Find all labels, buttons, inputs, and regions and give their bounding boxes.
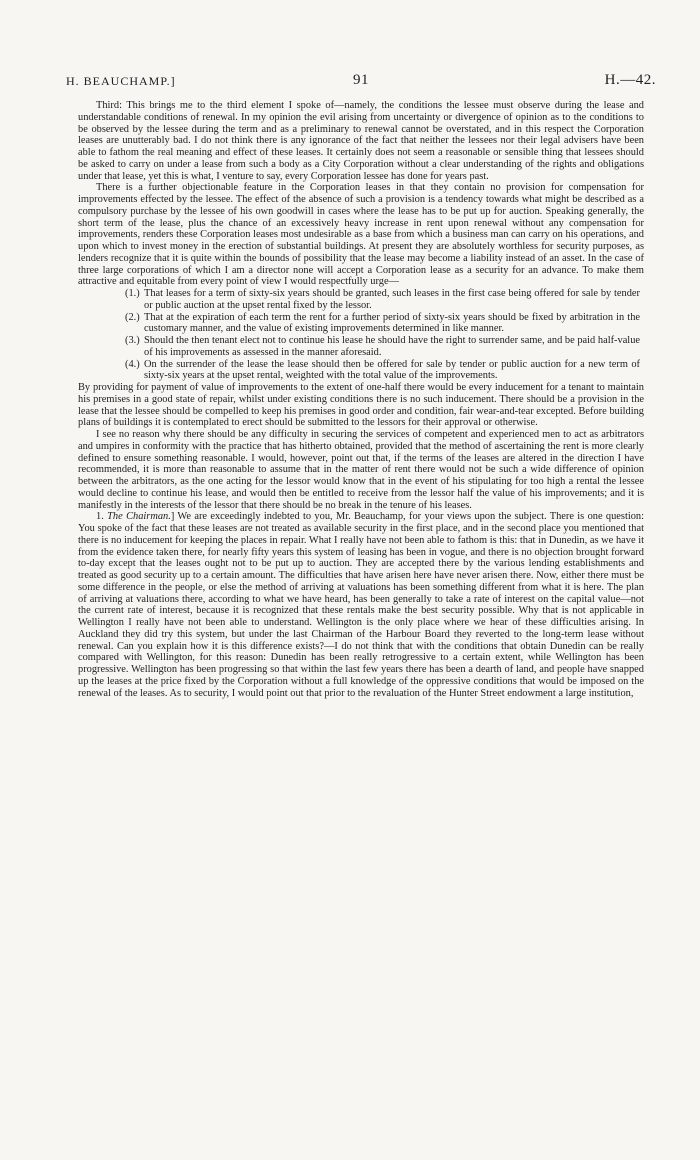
- recommendation-number: (3.): [125, 335, 140, 346]
- recommendation-item: [78, 288, 644, 312]
- page-header: [66, 72, 656, 94]
- recommendation-number: (1.): [125, 288, 140, 299]
- recommendation-number: (2.): [125, 311, 140, 323]
- recommendation-list: [78, 288, 644, 382]
- recommendation-text: That at the expiration of each term the rent for a further period of sixty-six years should be fixed by arbitration in the customary manner, and the value of existing improvements determined in like manner.: [144, 311, 640, 335]
- speaker-name: The Chairman.: [107, 511, 171, 523]
- witness-name: H. BEAUCHAMP.]: [66, 74, 176, 88]
- page-body: [78, 100, 644, 699]
- question-number: 1.: [96, 511, 108, 523]
- recommendation-item: [78, 359, 644, 383]
- recommendation-number: (4.): [125, 358, 140, 370]
- recommendation-text: That leases for a term of sixty-six years should be granted, such leases in the first case being offered for sale by tender or public auction at the upset rental fixed by the lessor.: [144, 288, 640, 311]
- recommendation-item: [78, 335, 644, 359]
- paragraph-third: Third: This brings me to the third element I spoke of—namely, the conditions the lessee must observe during the lease and understandable conditions of renewal. In my opinion the evil arising from uncertainty or divergence of opinion as to the conditions to be observed by the lessee during the term and as a preliminary to renewal cannot be overstated, and in this respect the Corporation leases are unutterably bad. I do not think there is any ignorance of the fact that neither the lessees nor their legal advisers have been able to fathom the real meaning and effect of these leases. It certainly does not seem a reasonable or sensible thing that lessees should be asked to carry on under a lease from such a body as a City Corporation without a clear understanding of the rights and obligations under that lease, yet this is what, I venture to say, every Corporation lessee has done for years past.: [78, 100, 644, 182]
- page-number: 91: [353, 72, 369, 88]
- paragraph-no-reason: I see no reason why there should be any difficulty in securing the services of competent and experienced men to act as arbitrators and umpires in conformity with the practice that has hitherto obtained, provided that the method of ascertaining the rent is more clearly defined to ensure something reasonable. I would, however, point out that, if the terms of the leases are altered in the direction I have recommended, it is more than reasonable to assume that in the matter of rent there would not be such a wide difference of opinion between the arbitrators, as the one acting for the lessor would know that in the event of his stipulating for too high a rental the lessee would decline to continue his lease, and would then be entitled to receive from the lessor half the value of his improvements; and it is manifestly in the interests of the lessor that there should be no break in the tenure of his leases.: [78, 429, 644, 511]
- paragraph-providing: By providing for payment of value of improvements to the extent of one-half there would be every inducement for a tenant to maintain his premises in a good state of repair, whilst under existing conditions there is no such inducement. There should be a provision in the lease that the lessee should be compelled to keep his premises in good order and condition, fair wear-and-tear excepted. Before building plans of buildings it is contemplated to erect should be submitted to the lessors for their approval or otherwise.: [78, 382, 644, 429]
- question-text: ] We are exceedingly indebted to you, Mr. Beauchamp, for your views upon the subject. There is one question: You spoke of the fact that these leases are not treated as available security in the first place, and in the second place you mentioned that there is no inducement for keeping the places in repair. What I really have not been able to fathom is this: that in Dunedin, as we have it from the evidence taken there, for nearly fifty years this system of leasing has been in vogue, and there is no objection brought forward to-day except that the leases ought not to be put up to auction. They are accepted there by the various lending establishments and treated as good security up to a certain amount. The difficulties that have arisen here have never arisen there. Now, either there must be some difference in the people, or else the method of arriving at valuations has been something different from what it is here. The plan of arriving at valuations there, according to what we have heard, has been generally to take a rate of interest on the capital value—not the current rate of interest, because it is recognized that these rentals make the best security possible. Why that is not applicable in Wellington I really have not been able to understand. Wellington is the only place where we hear of these difficulties arising. In Auckland they did try this system, but under the last Chairman of the Harbour Board they reverted to the long-term lease without renewal. Can you explain how it is this difference exists?—I do not think that with the conditions that obtain Dunedin can be really compared with Wellington, for this reason: Dunedin has been really retrogressive to a certain extent, while Wellington has been progressive. Wellington has been progressing so that within the last few years there has been a dearth of land, and people have snapped up the leases at the price fixed by the Corporation without a full knowledge of the oppressive conditions that would be imposed on the renewal of the leases. As to security, I would point out that prior to the revaluation of the Hunter Street endowment a large institution,: [78, 511, 645, 699]
- paragraph-chairman-question: [78, 511, 644, 699]
- paragraph-objection: There is a further objectionable feature in the Corporation leases in that they contain no provision for compensation for improvements effected by the lessee. The effect of the absence of such a provision is a tendency towards what might be described as a compulsory purchase by the lessee of his own goodwill in cases where the lease has to be put up for auction. Speaking generally, the short term of the lease, plus the chance of an excessively heavy increase in rent upon renewal without any compensation for improvements, renders these Corporation leases most undesirable as a base from which a business man can carry on his operations, and upon which to invest money in the erection of substantial buildings. At present they are absolutely worthless for security purposes, as lenders recognize that it is quite within the bounds of possibility that the lease may become a liability instead of an asset. In the case of three large corporations of which I am a director none will accept a Corporation lease as a security for an advance. To make them attractive and equitable from every point of view I would respectfully urge—: [78, 182, 644, 288]
- recommendation-text: On the surrender of the lease the lease should then be offered for sale by tender or public auction for a new term of sixty-six years at the upset rental, weighted with the total value of the improvements.: [144, 358, 640, 382]
- paper-reference: H.—42.: [604, 72, 656, 88]
- recommendation-text: Should the then tenant elect not to continue his lease he should have the right to surrender same, and be paid half-value of his improvements as assessed in the manner aforesaid.: [144, 335, 640, 358]
- recommendation-item: [78, 312, 644, 336]
